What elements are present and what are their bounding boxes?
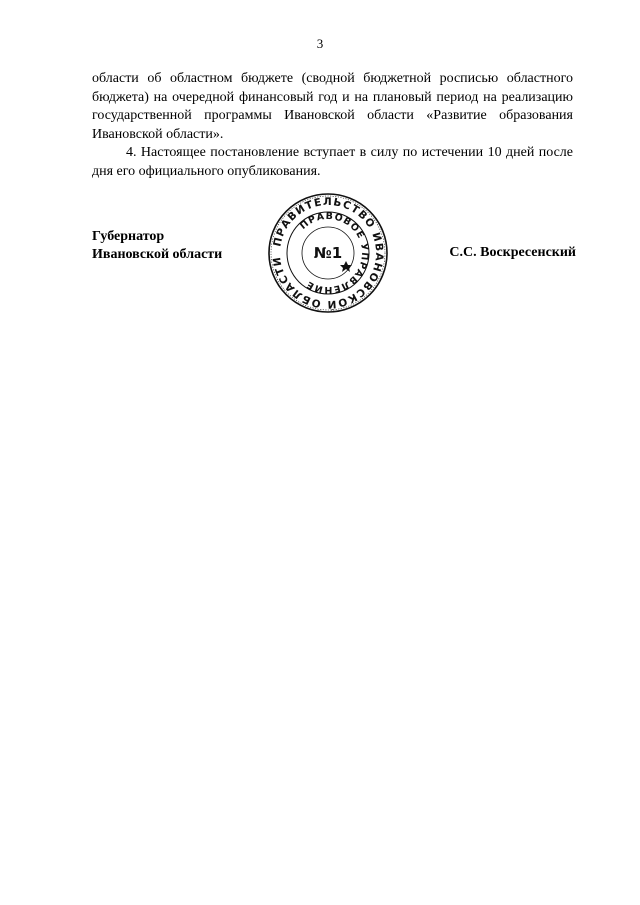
seal-outer-textpath: ПРАВИТЕЛЬСТВО ИВАНОВСКОЙ ОБЛАСТИ bbox=[270, 195, 386, 311]
paragraph-item-4: 4. Настоящее постановление вступает в силу по истечении 10 дней после дня его официального опубликования. bbox=[92, 145, 573, 179]
seal-star-icon bbox=[340, 261, 352, 272]
signatory-title-line1: Губернатор bbox=[92, 229, 165, 244]
signatory-title-line2: Ивановской области bbox=[92, 247, 223, 262]
seal-inner-textpath: ПРАВОВОЕ УПРАВЛЕНИЕ bbox=[297, 210, 371, 296]
official-seal-stamp bbox=[266, 191, 390, 315]
signatory-name: С.С. Воскресенский bbox=[449, 245, 576, 260]
seal-graphic bbox=[266, 191, 390, 315]
page-number: 3 bbox=[316, 36, 324, 51]
signature-block bbox=[92, 195, 576, 311]
signatory-position bbox=[92, 228, 222, 264]
paragraph-continuation: области об областном бюджете (сводной бюджетной росписью областного бюджета) на очередной финансовый год и на плановый период на реализацию государственной программы Ивановской области «Развитие образования Ивановской области». bbox=[92, 71, 573, 142]
seal-number: №1 bbox=[313, 244, 343, 262]
document-body bbox=[92, 70, 573, 181]
